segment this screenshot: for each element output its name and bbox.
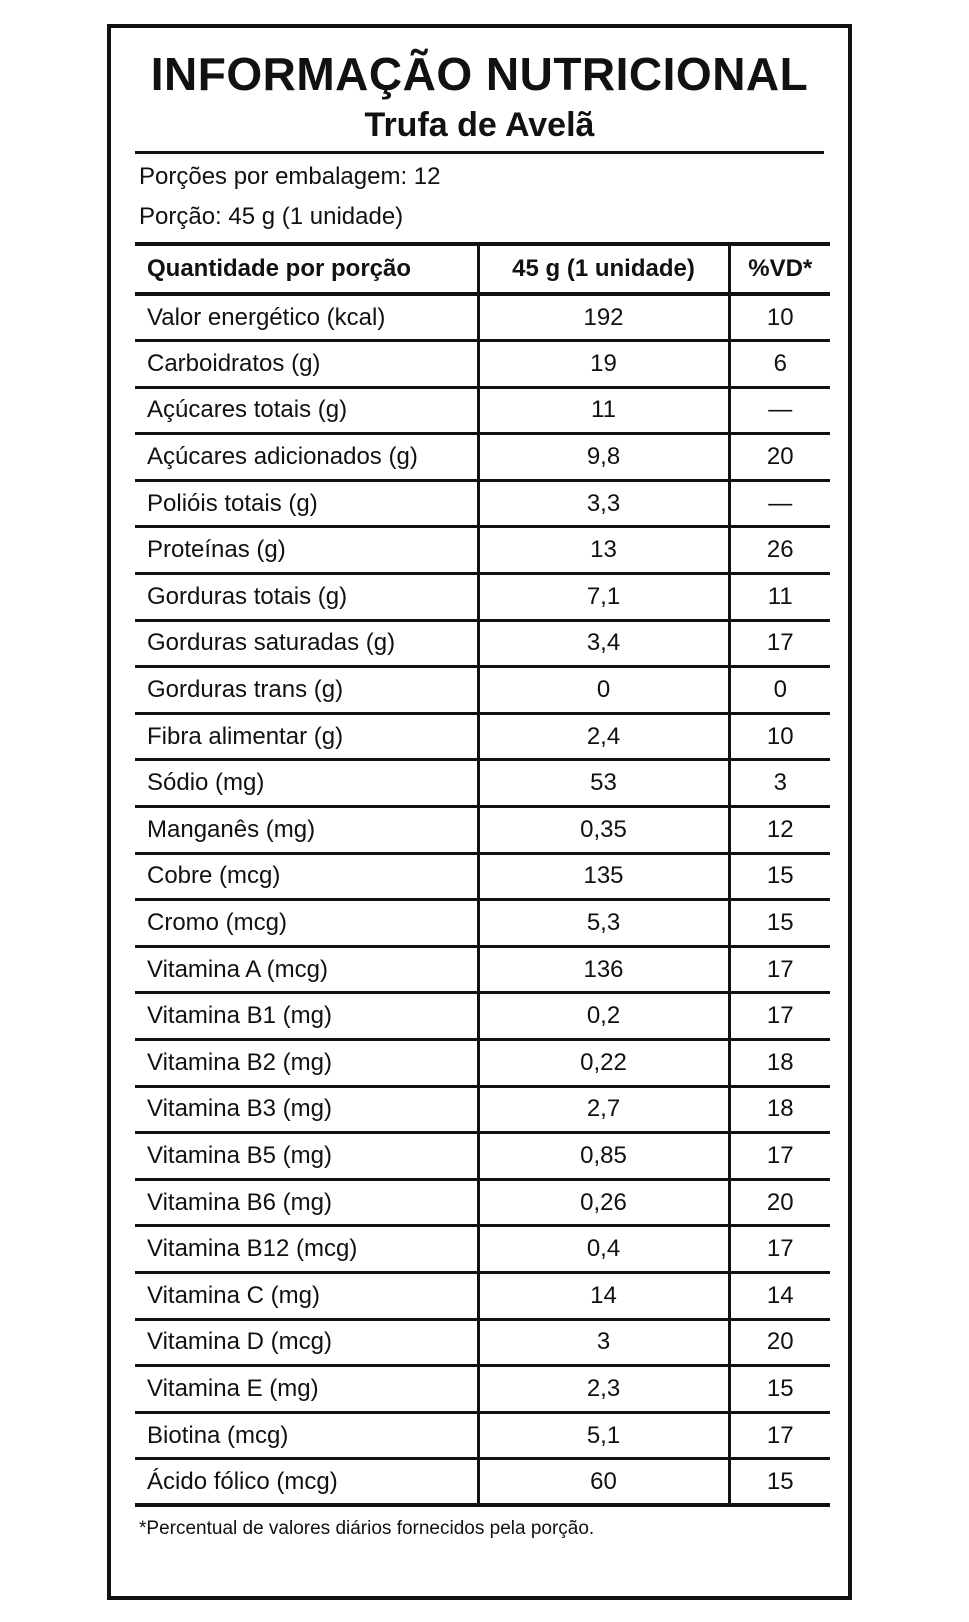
- header-serving-amount: 45 g (1 unidade): [478, 244, 729, 294]
- nutrient-amount: 14: [478, 1272, 729, 1319]
- nutrient-name: Valor energético (kcal): [135, 294, 478, 341]
- header-quantity-per-serving: Quantidade por porção: [135, 244, 478, 294]
- nutrient-name: Proteínas (g): [135, 527, 478, 574]
- table-row: [135, 341, 830, 388]
- table-row: [135, 807, 830, 854]
- nutrient-name: Vitamina E (mg): [135, 1366, 478, 1413]
- nutrient-daily-value: 0: [729, 667, 830, 714]
- nutrient-amount: 19: [478, 341, 729, 388]
- label-title: INFORMAÇÃO NUTRICIONAL: [150, 48, 809, 100]
- table-row: [135, 574, 830, 621]
- nutrient-name: Biotina (mcg): [135, 1412, 478, 1459]
- nutrient-name: Vitamina B6 (mg): [135, 1179, 478, 1226]
- nutrient-name: Cobre (mcg): [135, 853, 478, 900]
- nutrient-amount: 2,7: [478, 1086, 729, 1133]
- nutrient-name: Ácido fólico (mcg): [135, 1459, 478, 1506]
- nutrient-amount: 0,35: [478, 807, 729, 854]
- footnote: *Percentual de valores diários fornecidos pela porção.: [139, 1518, 595, 1539]
- table-row: [135, 1179, 830, 1226]
- nutrient-daily-value: 20: [729, 1179, 830, 1226]
- nutrient-name: Carboidratos (g): [135, 341, 478, 388]
- nutrient-amount: 3,3: [478, 480, 729, 527]
- nutrient-daily-value: 26: [729, 527, 830, 574]
- table-row: [135, 620, 830, 667]
- nutrient-daily-value: 15: [729, 900, 830, 947]
- table-row: [135, 1226, 830, 1273]
- nutrient-amount: 3: [478, 1319, 729, 1366]
- nutrient-amount: 0,26: [478, 1179, 729, 1226]
- nutrient-daily-value: —: [729, 480, 830, 527]
- table-row: [135, 1272, 830, 1319]
- table-row: [135, 946, 830, 993]
- nutrient-name: Vitamina B1 (mg): [135, 993, 478, 1040]
- nutrient-name: Gorduras saturadas (g): [135, 620, 478, 667]
- nutrient-daily-value: 17: [729, 620, 830, 667]
- nutrient-amount: 5,1: [478, 1412, 729, 1459]
- nutrient-amount: 13: [478, 527, 729, 574]
- table-row: [135, 1040, 830, 1087]
- nutrient-name: Polióis totais (g): [135, 480, 478, 527]
- nutrient-name: Açúcares totais (g): [135, 387, 478, 434]
- nutrient-name: Manganês (mg): [135, 807, 478, 854]
- nutrient-amount: 0,85: [478, 1133, 729, 1180]
- serving-size: Porção: 45 g (1 unidade): [139, 203, 404, 230]
- nutrient-name: Sódio (mg): [135, 760, 478, 807]
- nutrient-daily-value: 3: [729, 760, 830, 807]
- nutrition-table: [135, 242, 830, 1507]
- nutrient-daily-value: 10: [729, 713, 830, 760]
- nutrient-daily-value: 14: [729, 1272, 830, 1319]
- nutrient-amount: 7,1: [478, 574, 729, 621]
- table-row: [135, 480, 830, 527]
- nutrient-amount: 9,8: [478, 434, 729, 481]
- nutrient-amount: 2,4: [478, 713, 729, 760]
- nutrient-daily-value: —: [729, 387, 830, 434]
- nutrient-amount: 3,4: [478, 620, 729, 667]
- nutrient-amount: 136: [478, 946, 729, 993]
- table-row: [135, 294, 830, 341]
- nutrient-name: Fibra alimentar (g): [135, 713, 478, 760]
- table-row: [135, 1412, 830, 1459]
- table-row: [135, 1366, 830, 1413]
- nutrient-name: Açúcares adicionados (g): [135, 434, 478, 481]
- table-row: [135, 900, 830, 947]
- nutrient-name: Vitamina C (mg): [135, 1272, 478, 1319]
- nutrient-name: Gorduras trans (g): [135, 667, 478, 714]
- nutrient-amount: 53: [478, 760, 729, 807]
- table-row: [135, 853, 830, 900]
- nutrient-amount: 0,22: [478, 1040, 729, 1087]
- table-row: [135, 1459, 830, 1506]
- nutrient-daily-value: 10: [729, 294, 830, 341]
- nutrient-daily-value: 15: [729, 1366, 830, 1413]
- nutrient-amount: 192: [478, 294, 729, 341]
- nutrient-daily-value: 15: [729, 853, 830, 900]
- table-row: [135, 434, 830, 481]
- nutrient-amount: 0,2: [478, 993, 729, 1040]
- nutrient-amount: 5,3: [478, 900, 729, 947]
- nutrient-amount: 11: [478, 387, 729, 434]
- nutrient-daily-value: 17: [729, 1412, 830, 1459]
- table-row: [135, 993, 830, 1040]
- nutrient-daily-value: 12: [729, 807, 830, 854]
- nutrient-amount: 2,3: [478, 1366, 729, 1413]
- nutrient-amount: 60: [478, 1459, 729, 1506]
- nutrient-daily-value: 17: [729, 993, 830, 1040]
- nutrient-name: Vitamina B3 (mg): [135, 1086, 478, 1133]
- table-row: [135, 1133, 830, 1180]
- nutrient-name: Vitamina D (mcg): [135, 1319, 478, 1366]
- nutrient-daily-value: 18: [729, 1040, 830, 1087]
- nutrition-facts-label: [107, 24, 852, 1600]
- table-header-row: [135, 244, 830, 294]
- nutrient-daily-value: 20: [729, 434, 830, 481]
- table-row: [135, 387, 830, 434]
- nutrient-name: Vitamina A (mcg): [135, 946, 478, 993]
- table-row: [135, 760, 830, 807]
- nutrient-daily-value: 11: [729, 574, 830, 621]
- nutrient-name: Cromo (mcg): [135, 900, 478, 947]
- nutrient-amount: 0,4: [478, 1226, 729, 1273]
- servings-per-package: Porções por embalagem: 12: [139, 163, 441, 190]
- nutrient-amount: 135: [478, 853, 729, 900]
- table-body: [135, 294, 830, 1505]
- nutrient-daily-value: 17: [729, 946, 830, 993]
- table-row: [135, 1086, 830, 1133]
- nutrient-name: Vitamina B12 (mcg): [135, 1226, 478, 1273]
- header-divider: [135, 151, 824, 154]
- nutrient-daily-value: 18: [729, 1086, 830, 1133]
- table-row: [135, 667, 830, 714]
- nutrient-name: Gorduras totais (g): [135, 574, 478, 621]
- nutrient-daily-value: 6: [729, 341, 830, 388]
- nutrient-daily-value: 15: [729, 1459, 830, 1506]
- table-row: [135, 713, 830, 760]
- nutrient-name: Vitamina B2 (mg): [135, 1040, 478, 1087]
- header-daily-value: %VD*: [729, 244, 830, 294]
- nutrient-amount: 0: [478, 667, 729, 714]
- nutrient-name: Vitamina B5 (mg): [135, 1133, 478, 1180]
- nutrient-daily-value: 20: [729, 1319, 830, 1366]
- table-row: [135, 1319, 830, 1366]
- table-header: [135, 244, 830, 294]
- table-row: [135, 527, 830, 574]
- nutrient-daily-value: 17: [729, 1133, 830, 1180]
- nutrient-daily-value: 17: [729, 1226, 830, 1273]
- product-name: Trufa de Avelã: [364, 106, 595, 144]
